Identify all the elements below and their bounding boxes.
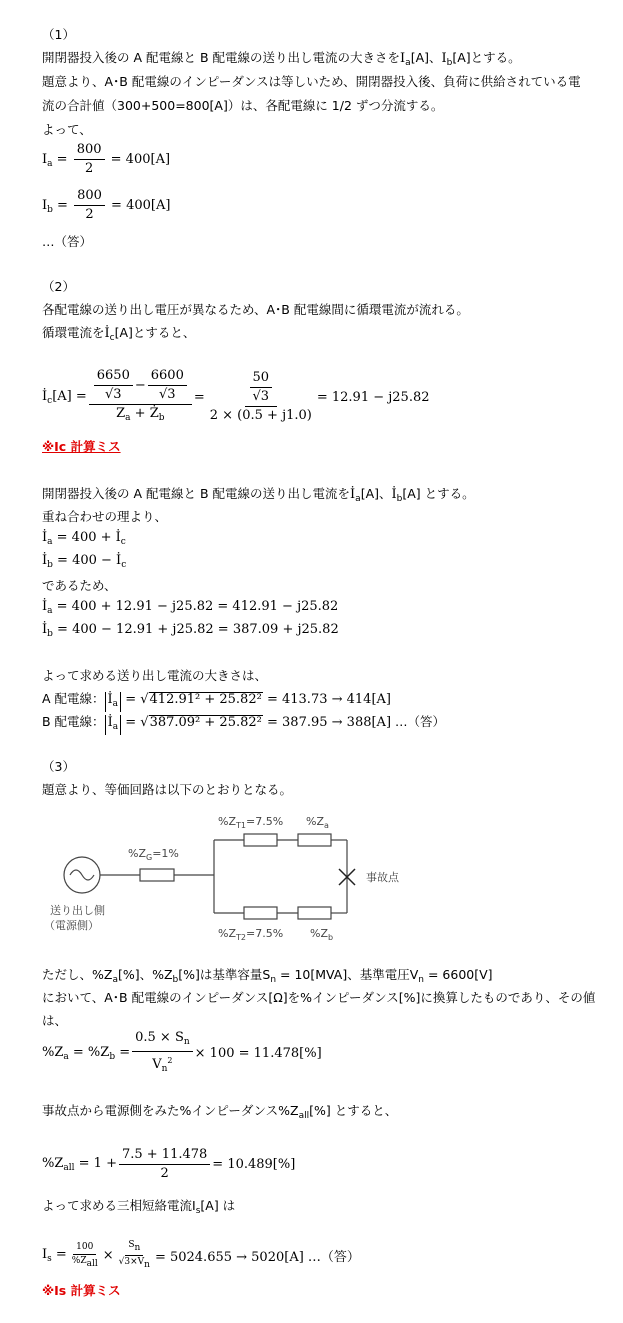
s3-error-note: ※Is 計算ミス [42, 1283, 121, 1298]
s2-para6: よって求める送り出し電流の大きさは、 [42, 668, 268, 683]
s3-eq-za-zb: $\%Z_a = \%Z_b$ = $\frac{0.5 \times S_n}{V_n^2}$ × 100 = 11.478[%] [42, 1030, 322, 1074]
s1-para3: 流の合計値（300+500=800[A]）は、各配電線に 1/2 ずつ分流する。 [42, 98, 444, 113]
s1-para4: よって、 [42, 122, 92, 137]
section3-heading: （3） [42, 759, 75, 774]
label-zg: $\%Z_G=1\%$ [128, 847, 179, 862]
label-zb: $\%Z_b$ [310, 927, 334, 942]
s3-para4: は、 [42, 1013, 68, 1028]
s2-line-ia-value: $İ_a = 400 + 12.91 - j25.82 = 412.91 - j25.82$ [42, 599, 339, 616]
s1-eq-ia: $I_a$ = $\frac{800}{2}$ = 400[A] [42, 142, 171, 176]
section2-heading: （2） [42, 279, 75, 294]
section1-heading: （1） [42, 27, 75, 42]
label-za: $\%Z_a$ [306, 815, 329, 830]
s3-eq-is: $I_s$ = $\frac{100}{\%Z_{all}}$ × $\frac{S_n}{√3\times V_n}$ = 5024.655 → 5020[A] …（答） [42, 1240, 360, 1270]
label-zt2: $\%Z_{T2}=7.5\%$ [218, 927, 284, 942]
label-source: 送り出し側 [50, 904, 105, 917]
impedance-zb [298, 907, 331, 919]
s2-error-note: ※Ic 計算ミス [42, 439, 121, 454]
s2-line-ib: $İ_b = 400$ − $İ_c$ [42, 553, 127, 570]
s2-para1: 各配電線の送り出し電圧が異なるため、A･B 配電線間に循環電流が流れる。 [42, 302, 469, 317]
s2-result-b: B 配電線： $İ_a = √387.09^2 + 25.82^2 = 387.95 \to 388[A]$ …（答） [42, 712, 445, 735]
s2-para2: 循環電流を$İ_c[A]$とすると、 [42, 325, 196, 343]
s1-para1: 開閉器投入後の A 配電線と B 配電線の送り出し電流の大きさを$I_a[A]$、$I_b[A]$とする。 [42, 50, 521, 68]
s3-para5: 事故点から電源側をみた%インピーダンス$\%Z_{all}[\%]$ とすると、 [42, 1103, 398, 1121]
s1-answer: …（答） [42, 234, 93, 249]
equivalent-circuit-diagram [0, 805, 623, 945]
s2-para4: 重ね合わせの理より、 [42, 509, 168, 524]
s3-para2: ただし、$\%Z_a[\%]$、$\%Z_b[\%]$は基準容量$S_n = 10[MVA]$、基準電圧$V_n = 6600[V]$ [42, 967, 493, 985]
s2-para3: 開閉器投入後の A 配電線と B 配電線の送り出し電流を$İ_a[A]$、$İ_b[A]$ とする。 [42, 486, 475, 504]
s2-line-ib-value: $İ_b = 400 - 12.91 + j25.82 = 387.09 + j25.82$ [42, 622, 339, 639]
s2-para5: であるため、 [42, 578, 117, 593]
s3-para3: において、A･B 配電線のインピーダンス[Ω]を%インピーダンス[%]に換算したものであり、その値 [42, 990, 596, 1005]
s2-result-a: A 配電線： $İ_a = √412.91^2 + 25.82^2 = 413.73 \to 414[A]$ [42, 689, 391, 712]
impedance-zt1 [244, 834, 277, 846]
s3-para1: 題意より、等価回路は以下のとおりとなる。 [42, 782, 293, 797]
impedance-za [298, 834, 331, 846]
s3-eq-zall: $\%Z_{all} = 1$ + $\frac{7.5 + 11.478}{2}$ = 10.489[%] [42, 1147, 296, 1181]
label-source-side: （電源側） [44, 919, 99, 932]
s1-para2: 題意より、A･B 配電線のインピーダンスは等しいため、開閉器投入後、負荷に供給されている電 [42, 74, 581, 89]
s2-eq-ic: $İ_c[A]$ = $\frac{6650}{√3}$ − $\frac{6600}{√3}$ $Z_a$ + $Ż_b$ = $\frac{\frac{50}{√3}}{2 \times (0.5 + j1.0)}$ = 12.91 − j25.82 [42, 368, 430, 423]
impedance-zt2 [244, 907, 277, 919]
impedance-zg [140, 869, 174, 881]
s2-line-ia: $İ_a = 400$ + $İ_c$ [42, 530, 126, 547]
sine-wave-icon [70, 870, 94, 880]
label-zt1: $\%Z_{T1}=7.5\%$ [218, 815, 284, 830]
label-fault-point: 事故点 [366, 871, 399, 884]
s1-eq-ib: $I_b$ = $\frac{800}{2}$ = 400[A] [42, 188, 171, 222]
s3-para6: よって求める三相短絡電流$I_s[A]$ は [42, 1198, 236, 1216]
